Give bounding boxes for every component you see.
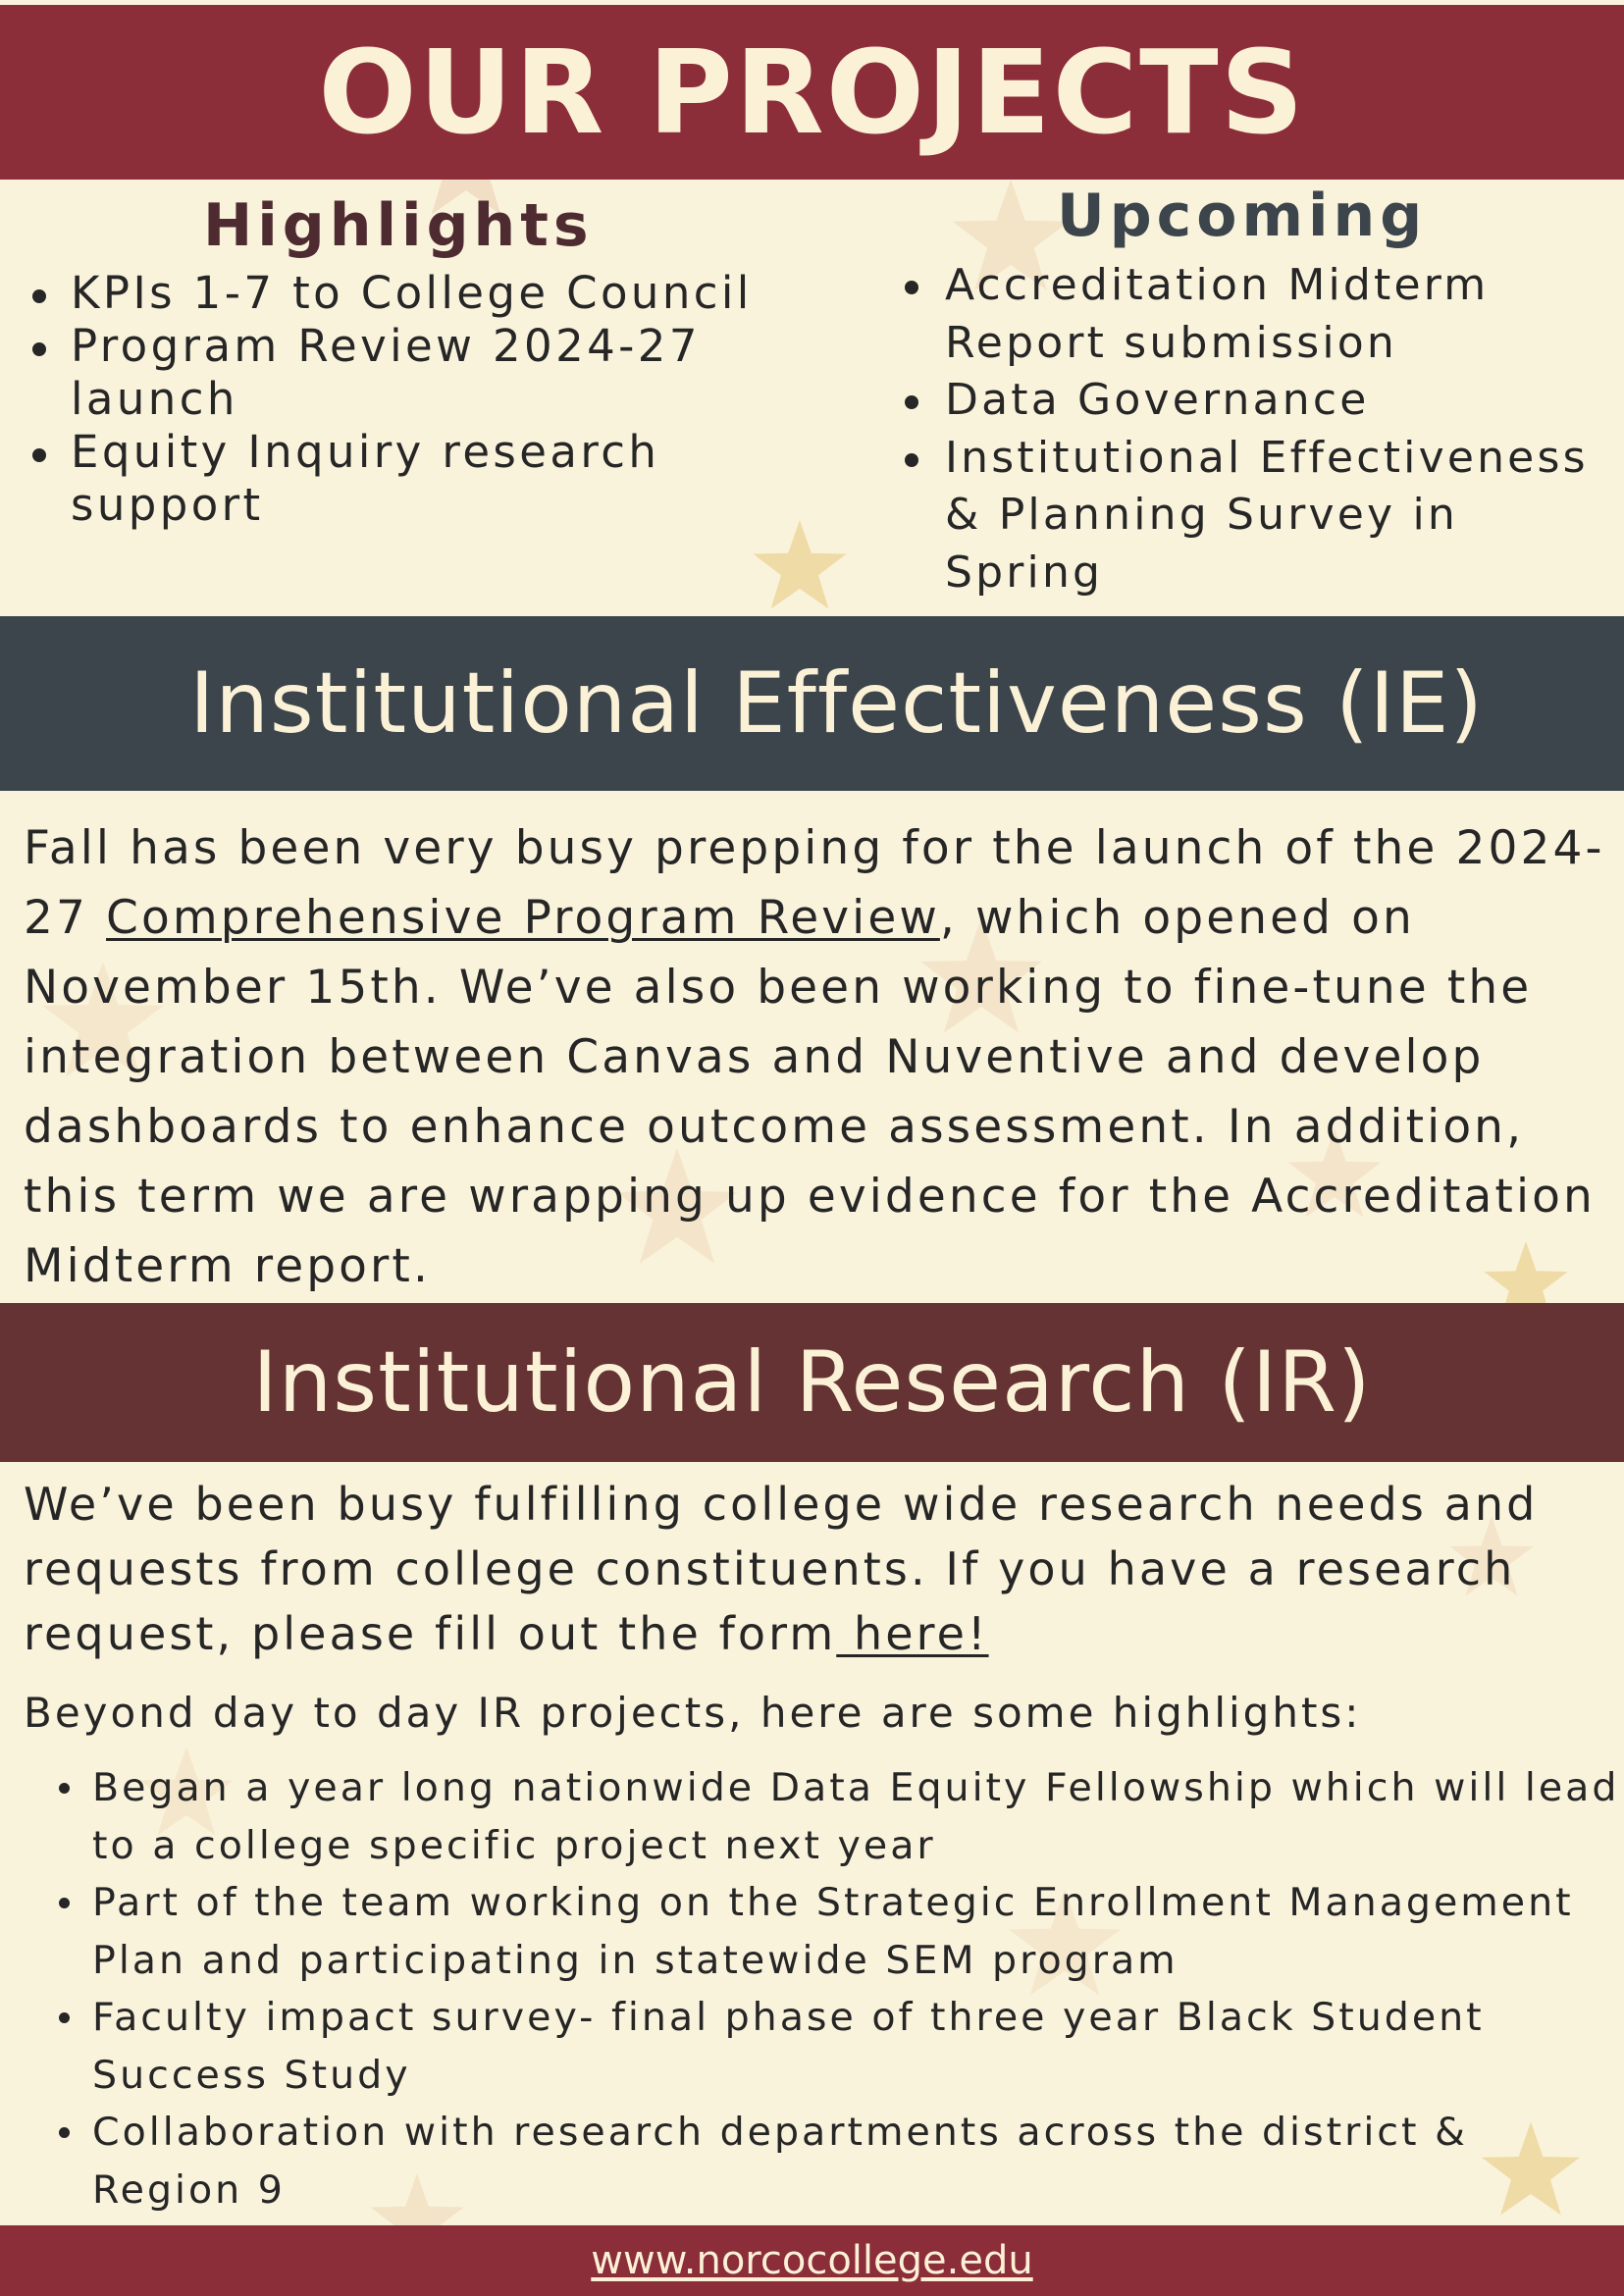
ir-heading: Institutional Research (IR) xyxy=(252,1333,1372,1432)
list-item: Collaboration with research departments across the district & Region 9 xyxy=(57,2104,1622,2218)
ir-paragraph xyxy=(24,1472,1618,1666)
list-item: Part of the team working on the Strategic Enrollment Management Plan and participating in statewide SEM program xyxy=(57,1874,1622,1989)
upcoming-list xyxy=(895,257,1621,601)
list-item: Faculty impact survey- final phase of three year Black Student Success Study xyxy=(57,1989,1622,2104)
ie-text-after: , which opened on November 15th. We’ve also been working to fine-tune the integration between Canvas and Nuventive and develop dashboards to enhance outcome assessment. In addition, this term we are wrapping up evidence for the Accreditation Midterm report. xyxy=(24,891,1596,1293)
research-request-link[interactable]: here! xyxy=(836,1607,989,1660)
page-title: OUR PROJECTS xyxy=(318,25,1306,160)
header-band xyxy=(0,5,1624,180)
highlights-heading: Highlights xyxy=(203,191,594,260)
list-item: Data Governance xyxy=(895,372,1621,430)
program-review-link[interactable]: Comprehensive Program Review xyxy=(106,891,940,945)
ie-paragraph xyxy=(24,813,1618,1301)
list-item: Equity Inquiry research support xyxy=(25,426,800,532)
website-link[interactable]: www.norcocollege.edu xyxy=(591,2238,1033,2283)
ir-text: We’ve been busy fulfilling college wide research needs and requests from college constituents. If you have a research request, please fill out the form xyxy=(24,1478,1539,1660)
list-item: Accreditation Midterm Report submission xyxy=(895,257,1621,372)
star-icon xyxy=(753,520,846,609)
ir-band xyxy=(0,1303,1624,1462)
ie-band xyxy=(0,616,1624,791)
upcoming-heading: Upcoming xyxy=(1057,182,1428,250)
footer-band xyxy=(0,2225,1624,2296)
list-item: Began a year long nationwide Data Equity Fellowship which will lead to a college specific project next year xyxy=(57,1759,1622,1874)
upcoming-section xyxy=(895,179,1621,601)
ie-heading: Institutional Effectiveness (IE) xyxy=(189,654,1484,753)
ir-highlights-intro: Beyond day to day IR projects, here are some highlights: xyxy=(24,1689,1362,1737)
highlights-list xyxy=(25,267,800,532)
ir-highlights-list xyxy=(57,1759,1622,2218)
list-item: Institutional Effectiveness & Planning Survey in Spring xyxy=(895,430,1621,602)
list-item: KPIs 1-7 to College Council xyxy=(25,267,800,320)
highlights-section xyxy=(25,186,800,532)
list-item: Program Review 2024-27 launch xyxy=(25,320,800,426)
ie-text-before: Fall has been very busy prepping for the launch of the 2024-27 xyxy=(24,821,1605,945)
